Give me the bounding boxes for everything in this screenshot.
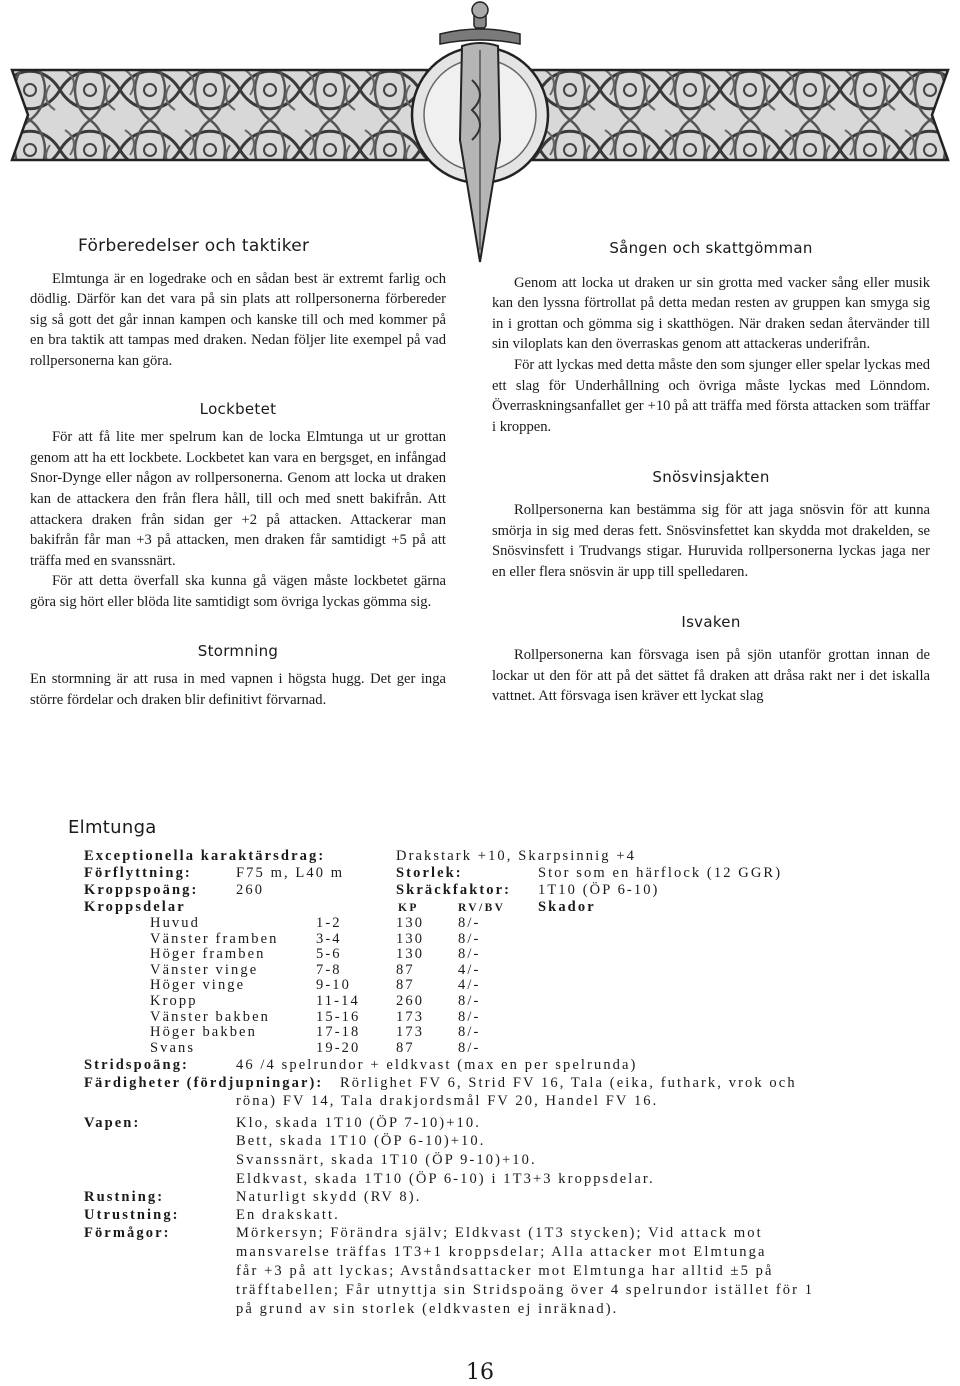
subheading-stormning: Stormning: [197, 641, 279, 660]
body-part-range: 1-2: [316, 915, 342, 931]
knotwork-banner-illustration: [0, 0, 960, 270]
column-header-skador: Skador: [538, 899, 596, 915]
stat-block-name: Elmtunga: [68, 817, 157, 838]
body-part-kp: 130: [396, 946, 425, 963]
value-vapen-line: Klo, skada 1T10 (ÖP 7-10)+10.: [236, 1115, 481, 1131]
label-exceptionella: Exceptionella karaktärsdrag:: [84, 848, 326, 864]
paragraph: För att detta överfall ska kunna gå vägen måste lockbetet gärna göra sig hört eller blöda lite samtidigt som övriga lyckas gömma sig.: [30, 573, 446, 610]
value-formagor-line: får +3 på att lyckas; Avståndsattacker mot Elmtunga har alltid ±5 på: [236, 1263, 774, 1279]
body-part-name: Kropp: [150, 993, 198, 1009]
body-part-range: 11-14: [316, 993, 360, 1009]
column-header-kp: KP: [398, 902, 419, 914]
label-stridspoang: Stridspoäng:: [84, 1057, 189, 1073]
body-part-kp: 130: [396, 930, 425, 947]
value-kroppspoang: 260: [236, 882, 265, 898]
left-column: [30, 236, 446, 710]
body-part-kp: 87: [396, 1039, 415, 1056]
value-formagor-line: Mörkersyn; Förändra själv; Eldkvast (1T3 stycken); Vid attack mot: [236, 1225, 763, 1241]
value-forflyttning: F75 m, L40 m: [236, 865, 345, 881]
body-part-kp: 173: [396, 1024, 425, 1041]
value-utrustning: En drakskatt.: [236, 1207, 340, 1223]
label-utrustning: Utrustning:: [84, 1207, 180, 1223]
body-part-name: Svans: [150, 1039, 196, 1056]
body-part-range: 17-18: [316, 1024, 361, 1041]
body-part-range: 7-8: [316, 961, 342, 978]
body-part-range: 3-4: [316, 930, 342, 947]
body-part-name: Vänster vinge: [150, 961, 259, 978]
stat-block-title: [68, 817, 157, 838]
paragraph: För att få lite mer spelrum kan de locka Elmtunga ut ur grottan genom att ha ett lockbete. Lockbetet kan vara en bergsget, en infångad Snor-Dynge eller någon av rollpersonerna. Genom att locka ut draken kan de attackera den från flera håll, till och med snett bakifrån. Att attackera draken från sidan ger +2 på attacken. Attackerar man bakifrån får man +3 på attacken, men draken får samtidigt +5 på att träffa med en svanssnärt.: [30, 429, 446, 569]
subheading-sangen: Sången och skattgömman: [609, 239, 813, 257]
label-kroppsdelar: Kroppsdelar: [84, 899, 186, 915]
paragraph: Genom att locka ut draken ur sin grotta med vacker sång eller musik kan den lyssna förtrollat på detta medan resten av gruppen kan smyga sig in i grottan och gömma sig i skatthögen. När draken sedan återvänder till sin viloplats kan den överraskas genom att attackeras underifrån.: [492, 274, 930, 353]
body-part-range: 9-10: [316, 977, 351, 994]
body-part-rv: 4/-: [458, 977, 481, 994]
body-part-name: Vänster framben: [150, 930, 279, 947]
value-storlek: Stor som en härflock (12 GGR): [538, 865, 783, 881]
subheading-isvaken: Isvaken: [681, 613, 741, 632]
body-part-rv: 8/-: [458, 1008, 481, 1025]
value-exceptionella: Drakstark +10, Skarpsinnig +4: [396, 848, 636, 864]
value-vapen-line: Eldkvast, skada 1T10 (ÖP 6-10) i 1T3+3 kroppsdelar.: [236, 1171, 655, 1187]
paragraph: Rollpersonerna kan försvaga isen på sjön utanför grottan innan de lockar ut den för att på det sättet få draken att dråsa rakt ner i det iskalla vattnet. Att försvaga isen kräver ett lyckat slag: [492, 646, 930, 705]
label-formagor: Förmågor:: [84, 1225, 171, 1241]
label-skrackfaktor: Skräckfaktor:: [396, 882, 512, 898]
body-part-kp: 130: [396, 915, 425, 931]
body-part-rv: 8/-: [458, 915, 481, 931]
body-part-name: Höger bakben: [150, 1024, 257, 1041]
body-part-rv: 4/-: [458, 961, 481, 978]
label-kroppspoang: Kroppspoäng:: [84, 882, 199, 898]
body-part-rv: 8/-: [458, 930, 481, 947]
value-formagor-line: mansvarelse träffas 1T3+1 kroppsdelar; Alla attacker mot Elmtunga: [236, 1244, 767, 1260]
subheading-lockbetet: Lockbetet: [199, 399, 277, 418]
value-stridspoang: 46 /4 spelrundor + eldkvast (max en per spelrunda): [236, 1057, 638, 1073]
body-part-rv: 8/-: [458, 1024, 481, 1041]
right-column: [492, 238, 930, 707]
page-number: 16: [466, 1360, 494, 1385]
value-formagor-line: på grund av sin storlek (eldkvasten ej inräknad).: [236, 1301, 619, 1317]
body-part-name: Huvud: [150, 915, 200, 931]
value-formagor-line: träfftabellen; Får utnyttja sin Stridspoäng över 4 spelrundor istället för 1: [236, 1282, 815, 1298]
label-fardigheter: Färdigheter (fördjupningar):: [84, 1075, 324, 1091]
body-part-rv: 8/-: [458, 1039, 481, 1056]
body-part-kp: 87: [396, 961, 415, 978]
value-fardigheter-line: Rörlighet FV 6, Strid FV 16, Tala (eika, futhark, vrok och: [340, 1075, 797, 1091]
label-storlek: Storlek:: [396, 865, 463, 881]
body-part-name: Höger framben: [150, 946, 266, 963]
paragraph: En stormning är att rusa in med vapnen i högsta hugg. Det ger inga större fördelar och draken blir definitivt förvarnad.: [30, 671, 446, 708]
value-vapen-line: Svanssnärt, skada 1T10 (ÖP 9-10)+10.: [236, 1152, 537, 1168]
paragraph: Elmtunga är en logedrake och en sådan best är extremt farlig och dödlig. Därför kan det vara på sin plats att rollpersonerna förbereder sig så gott det går innan kampen och kanske till och med kommer på en bra taktik att tampas med draken. Nedan följer lite exempel på vad rollpersonerna kan göra.: [30, 270, 446, 369]
body-part-range: 19-20: [316, 1039, 361, 1056]
paragraph: Rollpersonerna kan bestämma sig för att jaga snösvin för att kunna smörja in sig med deras fett. Snösvinsfettet kan skydda mot drakelden, se Snösvinsfett i Trudvangs stigar. Huruvida rollpersonerna lyckas jaga ner en eller flera snösvin är upp till spelledaren.: [492, 501, 930, 580]
column-header-rv: RV/BV: [458, 902, 506, 914]
value-fardigheter-line: röna) FV 14, Tala drakjordsmål FV 20, Handel FV 16.: [236, 1093, 659, 1109]
value-vapen-line: Bett, skada 1T10 (ÖP 6-10)+10.: [236, 1133, 486, 1149]
body-part-name: Vänster bakben: [150, 1008, 270, 1025]
body-part-rv: 8/-: [458, 946, 481, 963]
label-rustning: Rustning:: [84, 1189, 165, 1205]
body-part-kp: 260: [396, 993, 425, 1009]
body-part-name: Höger vinge: [150, 977, 246, 994]
body-part-range: 5-6: [316, 946, 342, 963]
body-part-kp: 173: [396, 1008, 425, 1025]
body-part-range: 15-16: [316, 1008, 361, 1025]
section-heading-forberedelser: Förberedelser och taktiker: [78, 236, 310, 256]
value-rustning: Naturligt skydd (RV 8).: [236, 1189, 422, 1205]
body-part-kp: 87: [396, 977, 415, 994]
subheading-snosvinsjakten: Snösvinsjakten: [652, 468, 770, 487]
label-forflyttning: Förflyttning:: [84, 865, 192, 881]
label-vapen: Vapen:: [84, 1115, 141, 1131]
body-part-rv: 8/-: [458, 993, 481, 1009]
paragraph: För att lyckas med detta måste den som sjunger eller spelar lyckas med ett slag för Underhållning och övriga måste lyckas med Lönndom. Överraskningsanfallet ger +10 på att träffa med första attacken som träffar i kroppen.: [492, 356, 930, 435]
value-skrackfaktor: 1T10 (ÖP 6-10): [538, 882, 660, 898]
